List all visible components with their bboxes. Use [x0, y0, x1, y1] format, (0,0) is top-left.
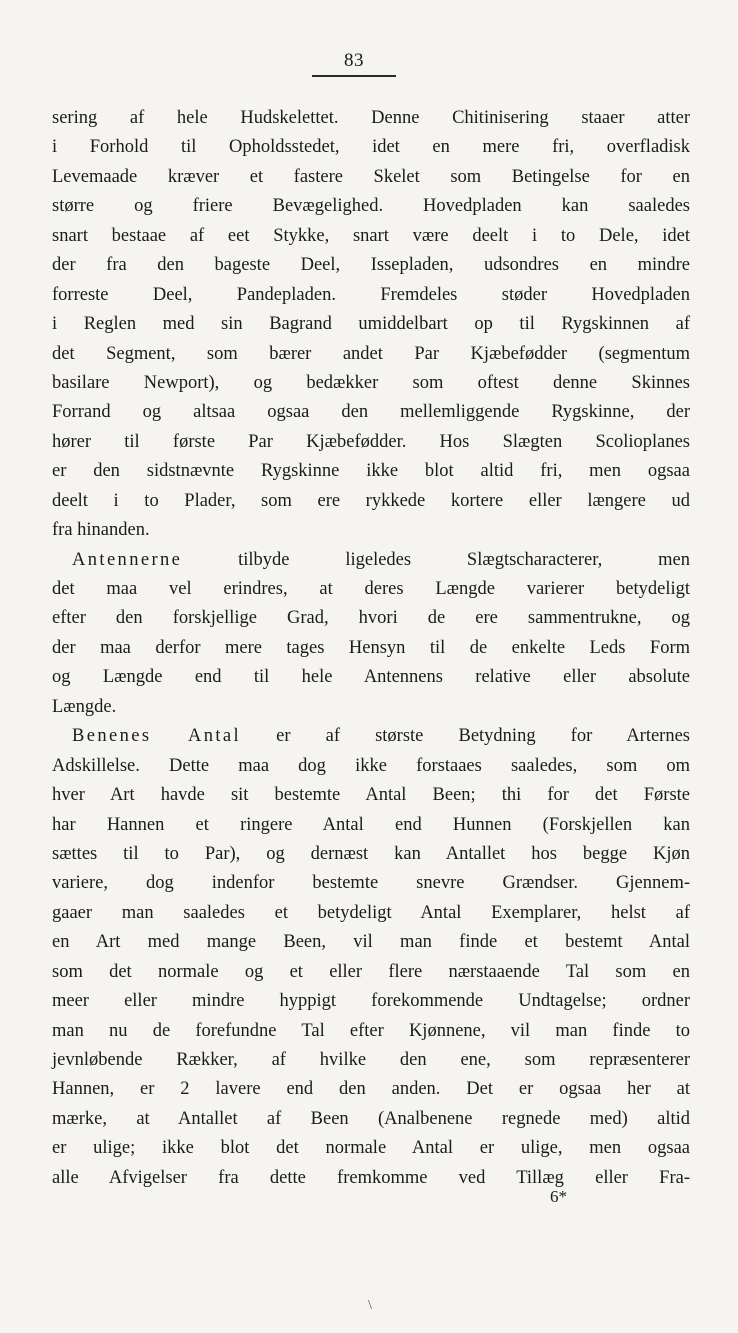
signature-mark: 6*: [550, 1187, 567, 1206]
text-line: der maa derfor mere tages Hensyn til de enkelte Leds Form: [52, 637, 690, 658]
text-line: er ulige; ikke blot det normale Antal er ulige, men ogsaa: [52, 1138, 690, 1159]
text-line: i Reglen med sin Bagrand umiddelbart op til Rygskinnen af: [52, 314, 690, 335]
text-line: Længde.: [52, 696, 117, 717]
text-line: man nu de forefundne Tal efter Kjønnene, vil man finde to: [52, 1020, 690, 1041]
bottom-mark: \: [368, 1298, 372, 1313]
text-line: i Forhold til Opholdsstedet, idet en mere fri, overfladisk: [52, 137, 690, 158]
text-line: snart bestaae af eet Stykke, snart være deelt i to Dele, idet: [52, 225, 690, 246]
text-line: Levemaade kræver et fastere Skelet som Betingelse for en: [52, 166, 690, 187]
spaced-heading: Benenes Antal: [72, 726, 242, 747]
text-line: fra hinanden.: [52, 520, 150, 541]
text-line: det Segment, som bærer andet Par Kjæbefødder (segmentum: [52, 343, 690, 364]
text-line: efter den forskjellige Grad, hvori de ere sammentrukne, og: [52, 608, 690, 629]
text-line: det maa vel erindres, at deres Længde varierer betydeligt: [52, 579, 690, 599]
text-line: [52, 546, 690, 575]
text-line: sering af hele Hudskelettet. Denne Chitinisering staaer atter: [52, 108, 690, 128]
text-line: en Art med mange Been, vil man finde et bestemt Antal: [52, 932, 690, 953]
text-line: gaaer man saaledes et betydeligt Antal Exemplarer, helst af: [52, 902, 690, 923]
text-line: hører til første Par Kjæbefødder. Hos Slægten Scolioplanes: [52, 431, 690, 452]
spaced-heading: Antennerne: [72, 549, 183, 570]
paragraph-1: [52, 104, 690, 546]
text-line: basilare Newport), og bedækker som oftest denne Skinnes: [52, 372, 690, 393]
text-line: større og friere Bevægelighed. Hovedpladen kan saaledes: [52, 196, 690, 217]
text-line: der fra den bageste Deel, Issepladen, udsondres en mindre: [52, 255, 690, 276]
text-line: Adskillelse. Dette maa dog ikke forstaaes saaledes, som om: [52, 755, 690, 776]
body-text: [52, 104, 690, 1193]
text-line: deelt i to Plader, som ere rykkede kortere eller længere ud: [52, 490, 690, 511]
paragraph-3: [52, 722, 690, 1193]
text-line: som det normale og et eller flere nærstaaende Tal som en: [52, 961, 690, 982]
text-line: er den sidstnævnte Rygskinne ikke blot altid fri, men ogsaa: [52, 461, 690, 482]
text-line: meer eller mindre hyppigt forekommende Undtagelse; ordner: [52, 991, 690, 1012]
text-line: og Længde end til hele Antennens relative eller absolute: [52, 667, 690, 688]
text-line: har Hannen et ringere Antal end Hunnen (Forskjellen kan: [52, 814, 690, 835]
paragraph-2: [52, 546, 690, 723]
page-number: 83: [344, 50, 364, 71]
text-line-rest: er af største Betydning for Arternes: [241, 726, 691, 747]
text-line: [52, 722, 690, 751]
text-line: sættes til to Par), og dernæst kan Antallet hos begge Kjøn: [52, 843, 690, 864]
text-line: Forrand og altsaa ogsaa den mellemliggende Rygskinne, der: [52, 402, 690, 423]
text-line: jevnløbende Rækker, af hvilke den ene, som repræsenterer: [52, 1050, 690, 1070]
text-line: alle Afvigelser fra dette fremkomme ved Tillæg eller Fra-: [52, 1167, 690, 1188]
text-line-rest: tilbyde ligeledes Slægtscharacterer, men: [182, 549, 690, 570]
text-line: forreste Deel, Pandepladen. Fremdeles støder Hovedpladen: [52, 284, 690, 305]
text-line: variere, dog indenfor bestemte snevre Grændser. Gjennem-: [52, 873, 690, 894]
text-line: Hannen, er 2 lavere end den anden. Det er ogsaa her at: [52, 1079, 690, 1100]
text-line: hver Art havde sit bestemte Antal Been; thi for det Første: [52, 785, 690, 806]
text-line: mærke, at Antallet af Been (Analbenene regnede med) altid: [52, 1108, 690, 1129]
page-number-rule: [312, 75, 396, 77]
